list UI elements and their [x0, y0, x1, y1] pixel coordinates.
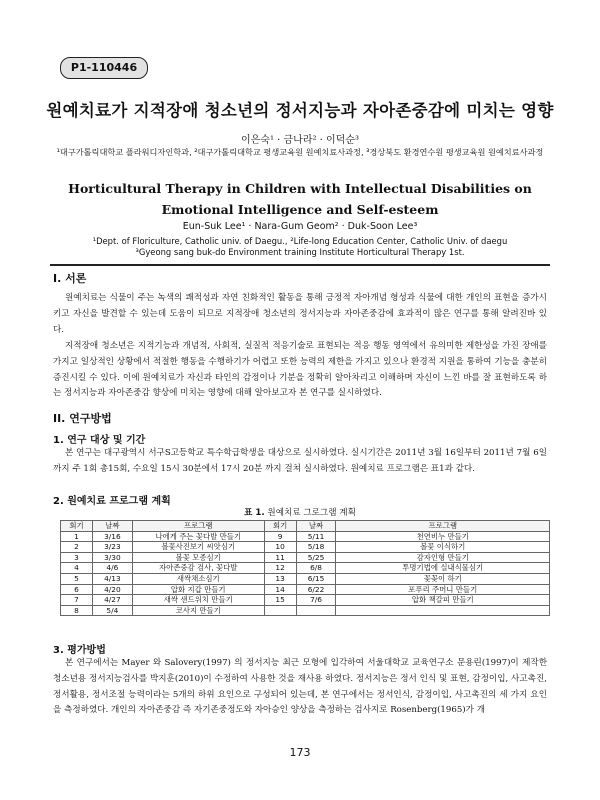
english-affiliations: [0, 236, 600, 258]
table-header-row: [61, 521, 550, 532]
table-row: [61, 605, 550, 616]
table-cell: 7: [61, 595, 93, 606]
table-row: [61, 563, 550, 574]
header-date: 날짜: [92, 521, 132, 532]
table-row: [61, 584, 550, 595]
table-cell: 포푸리 주머니 만들기: [336, 584, 550, 595]
table-row: [61, 542, 550, 553]
table-cell: 12: [264, 563, 296, 574]
korean-affiliations: ¹대구가톨릭대학교 플라워디자인학과, ²대구가톨릭대학교 평생교육원 원예치료사과정, ³경상북도 환경연수원 평생교육원 원예치료사과정: [56, 147, 544, 157]
english-affiliation-line-1: ¹Dept. of Floriculture, Catholic univ. of Daegu., ²Life-long Education Center, Catholic Univ. of daegu: [92, 236, 508, 246]
table-caption: [0, 506, 600, 518]
table-cell: 6/22: [296, 584, 336, 595]
table-cell: 볼꽃 모종심기: [132, 552, 264, 563]
english-affiliation-line-2: ³Gyeong sang buk-do Environment training Institute Horticultural Therapy 1st.: [135, 247, 465, 257]
poster-id-badge: P1-110446: [60, 57, 148, 79]
table-cell: 5/11: [296, 531, 336, 542]
table-row: [61, 573, 550, 584]
header-session: 회기: [61, 521, 93, 532]
table-cell: 15: [264, 595, 296, 606]
table-cell: [296, 605, 336, 616]
header-program: 프로그램: [132, 521, 264, 532]
header-session-2: 회기: [264, 521, 296, 532]
table-cell: 6: [61, 584, 93, 595]
table-cell: 5/25: [296, 552, 336, 563]
table-cell: 새싹채소심기: [132, 573, 264, 584]
header-date-2: 날짜: [296, 521, 336, 532]
table-caption-label: 표 1.: [244, 508, 265, 518]
subsection-1-paragraph: 본 연구는 대구광역시 서구S고등학교 특수학급학생을 대상으로 실시하였다. 실시기간은 2011년 3월 16일부터 2011년 7월 6일 까지 주 1회 총15회, 수요일 15시 30분에서 17시 20분 까지 걸쳐 실시하였다. 원예치료 프로그램은 표1과 같다.: [53, 448, 547, 474]
table-cell: 4/13: [92, 573, 132, 584]
table-cell: 천연비누 만들기: [336, 531, 550, 542]
table-row: [61, 531, 550, 542]
table-cell: 10: [264, 542, 296, 553]
table-cell: 2: [61, 542, 93, 553]
subsection-3-heading: 3. 평가방법: [53, 645, 106, 656]
header-program-2: 프로그램: [336, 521, 550, 532]
table-cell: 나에게 주는 꽃다발 만들기: [132, 531, 264, 542]
table-cell: 11: [264, 552, 296, 563]
table-cell: 8: [61, 605, 93, 616]
table-row: [61, 552, 550, 563]
english-authors: Eun-Suk Lee¹ · Nara-Gum Geom² · Duk-Soon Lee³: [182, 221, 418, 232]
table-cell: 5/18: [296, 542, 336, 553]
table-cell: 3/16: [92, 531, 132, 542]
table-cell: 3: [61, 552, 93, 563]
subsection-3-paragraph: 본 연구에서는 Mayer 와 Salovery(1997) 의 정서지능 최근 모형에 입각하여 서울대학교 교육연구소 문용린(1997)이 제작한 청소년용 정서지능검사를 박지훈(2010)이 수정하여 사용한 것을 재사용 하였다. 정서지능은 정서 인식 및 표현, 감정이입, 사고촉진, 정서활용, 정서조절 능력이라는 5개의 하위 요인으로 구성되어 있는데, 본 연구에서는 정서인식, 감정이입, 사고촉진의 세 가지 요인을 측정하였다. 개인의 자아존중감 즉 자기존중정도와 자아승인 양상을 측정하는 검사지로 Rosenberg(1965)가 개: [53, 658, 547, 716]
program-table: [60, 520, 550, 616]
table-cell: 압화 책갈피 만들기: [336, 595, 550, 606]
english-title: [0, 178, 600, 220]
subsection-2-heading: 2. 원예치료 프로그램 계획: [53, 496, 171, 507]
intro-heading: I. 서론: [53, 272, 87, 285]
table-cell: 볼꽃 이식하기: [336, 542, 550, 553]
table-cell: 자아존중감 검사, 꽃다발: [132, 563, 264, 574]
table-cell: 3/23: [92, 542, 132, 553]
table-cell: 압화 지갑 만들기: [132, 584, 264, 595]
table-cell: 4: [61, 563, 93, 574]
table-cell: 3/30: [92, 552, 132, 563]
method-heading: II. 연구방법: [53, 412, 112, 425]
table-cell: 코사지 만들기: [132, 605, 264, 616]
table-row: [61, 595, 550, 606]
table-cell: 5/4: [92, 605, 132, 616]
table-cell: 13: [264, 573, 296, 584]
intro-paragraph-1: 원예치료는 식물이 주는 녹색의 쾌적성과 자연 친화적인 활동을 통해 긍정적 자아개념 형성과 식물에 대한 개인의 표현을 증가시키고 자신을 발견할 수 있는데 도움이 되므로 지적장애 청소년의 정서지능과 자아존중감에 효과적이 많은 연구를 통해 알려진바 있다.: [53, 293, 547, 335]
table-cell: 5: [61, 573, 93, 584]
table-cell: 6/8: [296, 563, 336, 574]
page-number: 173: [289, 746, 311, 759]
subsection-1-heading: 1. 연구 대상 및 기간: [53, 435, 146, 446]
korean-authors: 이은숙¹ · 금나라² · 이덕순³: [240, 135, 360, 146]
table-cell: 감자인형 만들기: [336, 552, 550, 563]
table-cell: [264, 605, 296, 616]
table-cell: 꽃꽂이 하기: [336, 573, 550, 584]
english-title-line-1: Horticultural Therapy in Children with Intellectual Disabilities on: [68, 181, 532, 196]
header-divider: [50, 264, 550, 266]
table-cell: [336, 605, 550, 616]
table-cell: 새싹 샌드위치 만들기: [132, 595, 264, 606]
table-cell: 4/6: [92, 563, 132, 574]
table-cell: 7/6: [296, 595, 336, 606]
intro-paragraph-2: 지적장애 청소년은 지적기능과 개념적, 사회적, 실질적 적응기술로 표현되는 적응 행동 영역에서 유의미한 제한성을 가진 장애를 가지고 일상적인 상황에서 적절한 행동을 수행하기가 어렵고 또한 능력의 제한을 가지고 있으나 환경적 지원을 통하여 기능을 충분히 증진시킬 수 있다. 이에 원예치료가 자신과 타인의 감정이나 기분을 정확히 알아차리고 이해하며 자신이 느낀 바를 잘 표현하도록 하는 정서지능과 자아존중감 향상에 미치는 영향에 대해 알아보고자 본 연구를 실시하였다.: [53, 341, 547, 399]
table-cell: 6/15: [296, 573, 336, 584]
korean-title: 원예치료가 지적장애 청소년의 정서지능과 자아존중감에 미치는 영향: [46, 101, 554, 120]
table-cell: 14: [264, 584, 296, 595]
table-cell: 9: [264, 531, 296, 542]
table-cell: 1: [61, 531, 93, 542]
table-cell: 볼꽃사진보기 씨앗심기: [132, 542, 264, 553]
table-caption-text: 원예치료 그로그램 계획: [264, 508, 356, 518]
table-cell: 투명기법에 실내식물심기: [336, 563, 550, 574]
english-title-line-2: Emotional Intelligence and Self-esteem: [161, 202, 439, 217]
table-cell: 4/20: [92, 584, 132, 595]
table-cell: 4/27: [92, 595, 132, 606]
